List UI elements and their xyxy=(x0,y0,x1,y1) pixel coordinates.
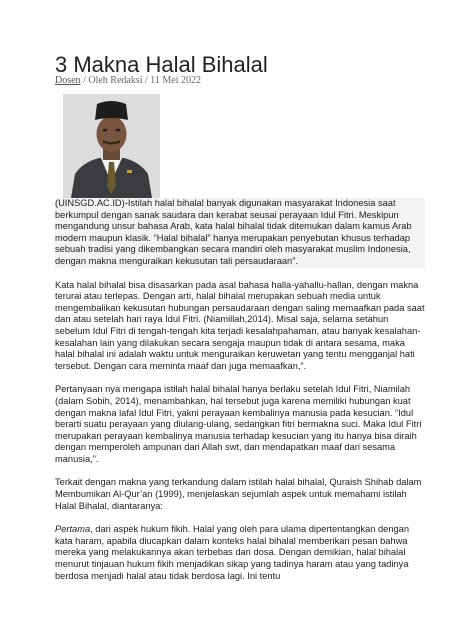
paragraph-1: (UINSGD.AC.ID)-Istilah halal bihalal banyak digunakan masyarakat Indonesia saat berkumpul dengan sanak saudara dan kerabat seusai perayaan Idul Fitri. Meskipun mengandung unsur bahasa Arab, kata halal bihalal tidak ditemukan dalam kamus Arab modern maupun klasik. “Halal bihalal” hanya merupakan penyebutan khusus terhadap sebuah tradisi yang dikembangkan secara mandiri oleh masyarakat muslim Indonesia, dengan makna menguraikan kekusutan tali persaudaraan”. xyxy=(55,198,425,268)
paragraph-5-lead: Pertama xyxy=(55,524,91,535)
article-body xyxy=(55,198,425,594)
article-title: 3 Makna Halal Bihalal xyxy=(55,52,268,77)
author-link[interactable]: Dosen xyxy=(55,75,81,86)
article-meta xyxy=(55,75,201,86)
author-photo-image xyxy=(63,94,160,198)
paragraph-4: Terkait dengan makna yang terkandung dalam istilah halal bihalal, Quraish Shihab dalam Membumikan Al-Qur’an (1999), menjelaskan sejumlah aspek untuk memahami istilah Halal Bihalal, diantaranya: xyxy=(55,477,422,511)
byline: / Oleh Redaksi / 11 Mei 2022 xyxy=(80,75,202,86)
paragraph-3: Pertanyaan nya mengapa istilah halal bihalal hanya berlaku setelah Idul Fitri, Niamilah (dalam Sobih, 2014), menambahkan, hal tersebut juga karena memiliki hubungan kuat dengan makna lafal Idul Fitri, yakni perayaan kembalinya manusia pada kesucian. “Idul berarti suatu perayaan yang diulang-ulang, sedangkan fitri bermakna suci. Maka Idul Fitri merupakan perayaan kembalinya manusia terhadap kesucian yang itu hanya bisa diraih dengan memperoleh ampunan dari Allah swt, dan mendapatkan maaf dari sesama manusia,”. xyxy=(55,384,422,464)
paragraph-5 xyxy=(55,524,425,582)
paragraph-5-text: , dari aspek hukum fikih. Halal yang oleh para ulama dipertentangkan dengan kata haram, apabila diucapkan dalam konteks halal bihalal memberikan pesan bahwa mereka yang melakukannya akan terbebas dari dosa. Dengan demikian, halal bihalal menurut tinjauan hukum fikih menjadikan sikap yang tadinya haram atau yang tadinya berdosa menjadi halal atau tidak berdosa lagi. Ini tentu xyxy=(55,524,410,581)
paragraph-2: Kata halal bihalal bisa disasarkan pada asal bahasa halla-yahallu-hallan, dengan makna terurai atau terlepas. Dengan arti, halal bihalal merupakan sebuah media untuk mengembalikan kekusutan hubungan persaudaraan dengan saling memaafkan pada saat dan atau setelah hari raya Idul Fitri. (Niamillah,2014). Misal saja, selama setahun sebelum Idul Fitri di tengah-tengah kita terjadi kesalahpahaman, atau banyak kesalahan-kesalahan lain yang dilakukan secara sengaja maupun tidak di antara sesama, maka halal bihalal ini adalah waktu untuk menguraikan keruwetan yang tentu mengganjal hati tersebut. Dengan cara meminta maaf dan juga memaafkan,”. xyxy=(55,279,425,371)
author-photo xyxy=(63,94,160,198)
